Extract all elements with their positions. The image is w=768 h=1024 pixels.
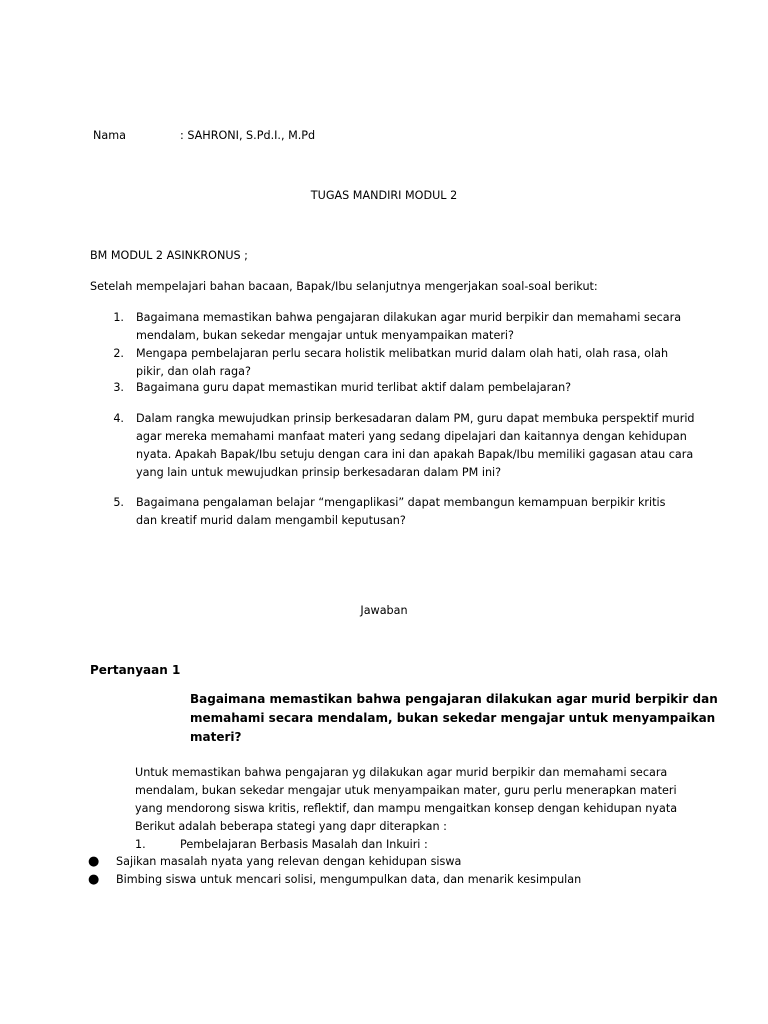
question-text bbox=[136, 309, 696, 345]
pertanyaan-question bbox=[190, 690, 718, 747]
question-line: agar mereka memahami manfaat materi yang sedang dipelajari dan kaitannya dengan kehidupan bbox=[136, 430, 687, 443]
document-title: TUGAS MANDIRI MODUL 2 bbox=[310, 189, 458, 202]
bullet-icon: ● bbox=[88, 854, 100, 869]
question-line: Mengapa pembelajaran perlu secara holistik melibatkan murid dalam olah hati, olah rasa, olah bbox=[136, 347, 669, 360]
question-number: 2. bbox=[113, 347, 124, 360]
pertanyaan-question-line: memahami secara mendalam, bukan sekedar mengajar untuk menyampaikan bbox=[190, 711, 716, 725]
answer-paragraph bbox=[135, 764, 677, 836]
question-line: nyata. Apakah Bapak/Ibu setuju dengan cara ini dan apakah Bapak/Ibu memiliki gagasan atau cara bbox=[136, 448, 694, 461]
question-number: 5. bbox=[113, 496, 124, 509]
answer-line: mendalam, bukan sekedar mengajar utuk menyampaikan mater, guru perlu menerapkan materi bbox=[135, 784, 677, 797]
question-line: pikir, dan olah raga? bbox=[136, 365, 251, 378]
sub-item-text: Pembelajaran Berbasis Masalah dan Inkuiri : bbox=[180, 838, 428, 851]
section-heading: BM MODUL 2 ASINKRONUS ; bbox=[90, 249, 248, 262]
question-line: dan kreatif murid dalam mengambil keputusan? bbox=[136, 514, 406, 527]
question-text bbox=[136, 410, 696, 482]
pertanyaan-heading: Pertanyaan 1 bbox=[90, 663, 181, 677]
answer-line: yang mendorong siswa kritis, reflektif, dan mampu mengaitkan konsep dengan kehidupan nyata bbox=[135, 802, 678, 815]
pertanyaan-question-line: Bagaimana memastikan bahwa pengajaran dilakukan agar murid berpikir dan bbox=[190, 692, 718, 706]
question-line: Bagaimana memastikan bahwa pengajaran dilakukan agar murid berpikir dan memahami secara bbox=[136, 311, 682, 324]
question-line: Bagaimana pengalaman belajar “mengaplikasi” dapat membangun kemampuan berpikir kritis bbox=[136, 496, 666, 509]
question-text bbox=[136, 345, 696, 381]
sub-item-number: 1. bbox=[135, 838, 146, 851]
intro-text: Setelah mempelajari bahan bacaan, Bapak/Ibu selanjutnya mengerjakan soal-soal berikut: bbox=[90, 280, 598, 293]
name-value: : SAHRONI, S.Pd.I., M.Pd bbox=[180, 129, 316, 142]
question-number: 4. bbox=[113, 412, 124, 425]
pertanyaan-question-line: materi? bbox=[190, 730, 242, 744]
bullet-text: Bimbing siswa untuk mencari solisi, mengumpulkan data, dan menarik kesimpulan bbox=[116, 873, 582, 886]
question-number: 3. bbox=[113, 381, 124, 394]
question-line: yang lain untuk mewujudkan prinsip berkesadaran dalam PM ini? bbox=[136, 466, 502, 479]
question-text bbox=[136, 494, 696, 530]
question-number: 1. bbox=[113, 311, 124, 324]
question-line: Dalam rangka mewujudkan prinsip berkesadaran dalam PM, guru dapat membuka perspektif murid bbox=[136, 412, 695, 425]
bullet-text: Sajikan masalah nyata yang relevan dengan kehidupan siswa bbox=[116, 855, 462, 868]
answer-line: Berikut adalah beberapa stategi yang dapr diterapkan : bbox=[135, 820, 447, 833]
question-line: mendalam, bukan sekedar mengajar untuk menyampaikan materi? bbox=[136, 329, 514, 342]
bullet-icon: ● bbox=[88, 872, 100, 887]
question-text bbox=[136, 379, 696, 397]
name-label: Nama bbox=[93, 129, 126, 142]
question-line: Bagaimana guru dapat memastikan murid terlibat aktif dalam pembelajaran? bbox=[136, 381, 572, 394]
answer-line: Untuk memastikan bahwa pengajaran yg dilakukan agar murid berpikir dan memahami secara bbox=[135, 766, 668, 779]
answer-title: Jawaban bbox=[360, 604, 408, 617]
